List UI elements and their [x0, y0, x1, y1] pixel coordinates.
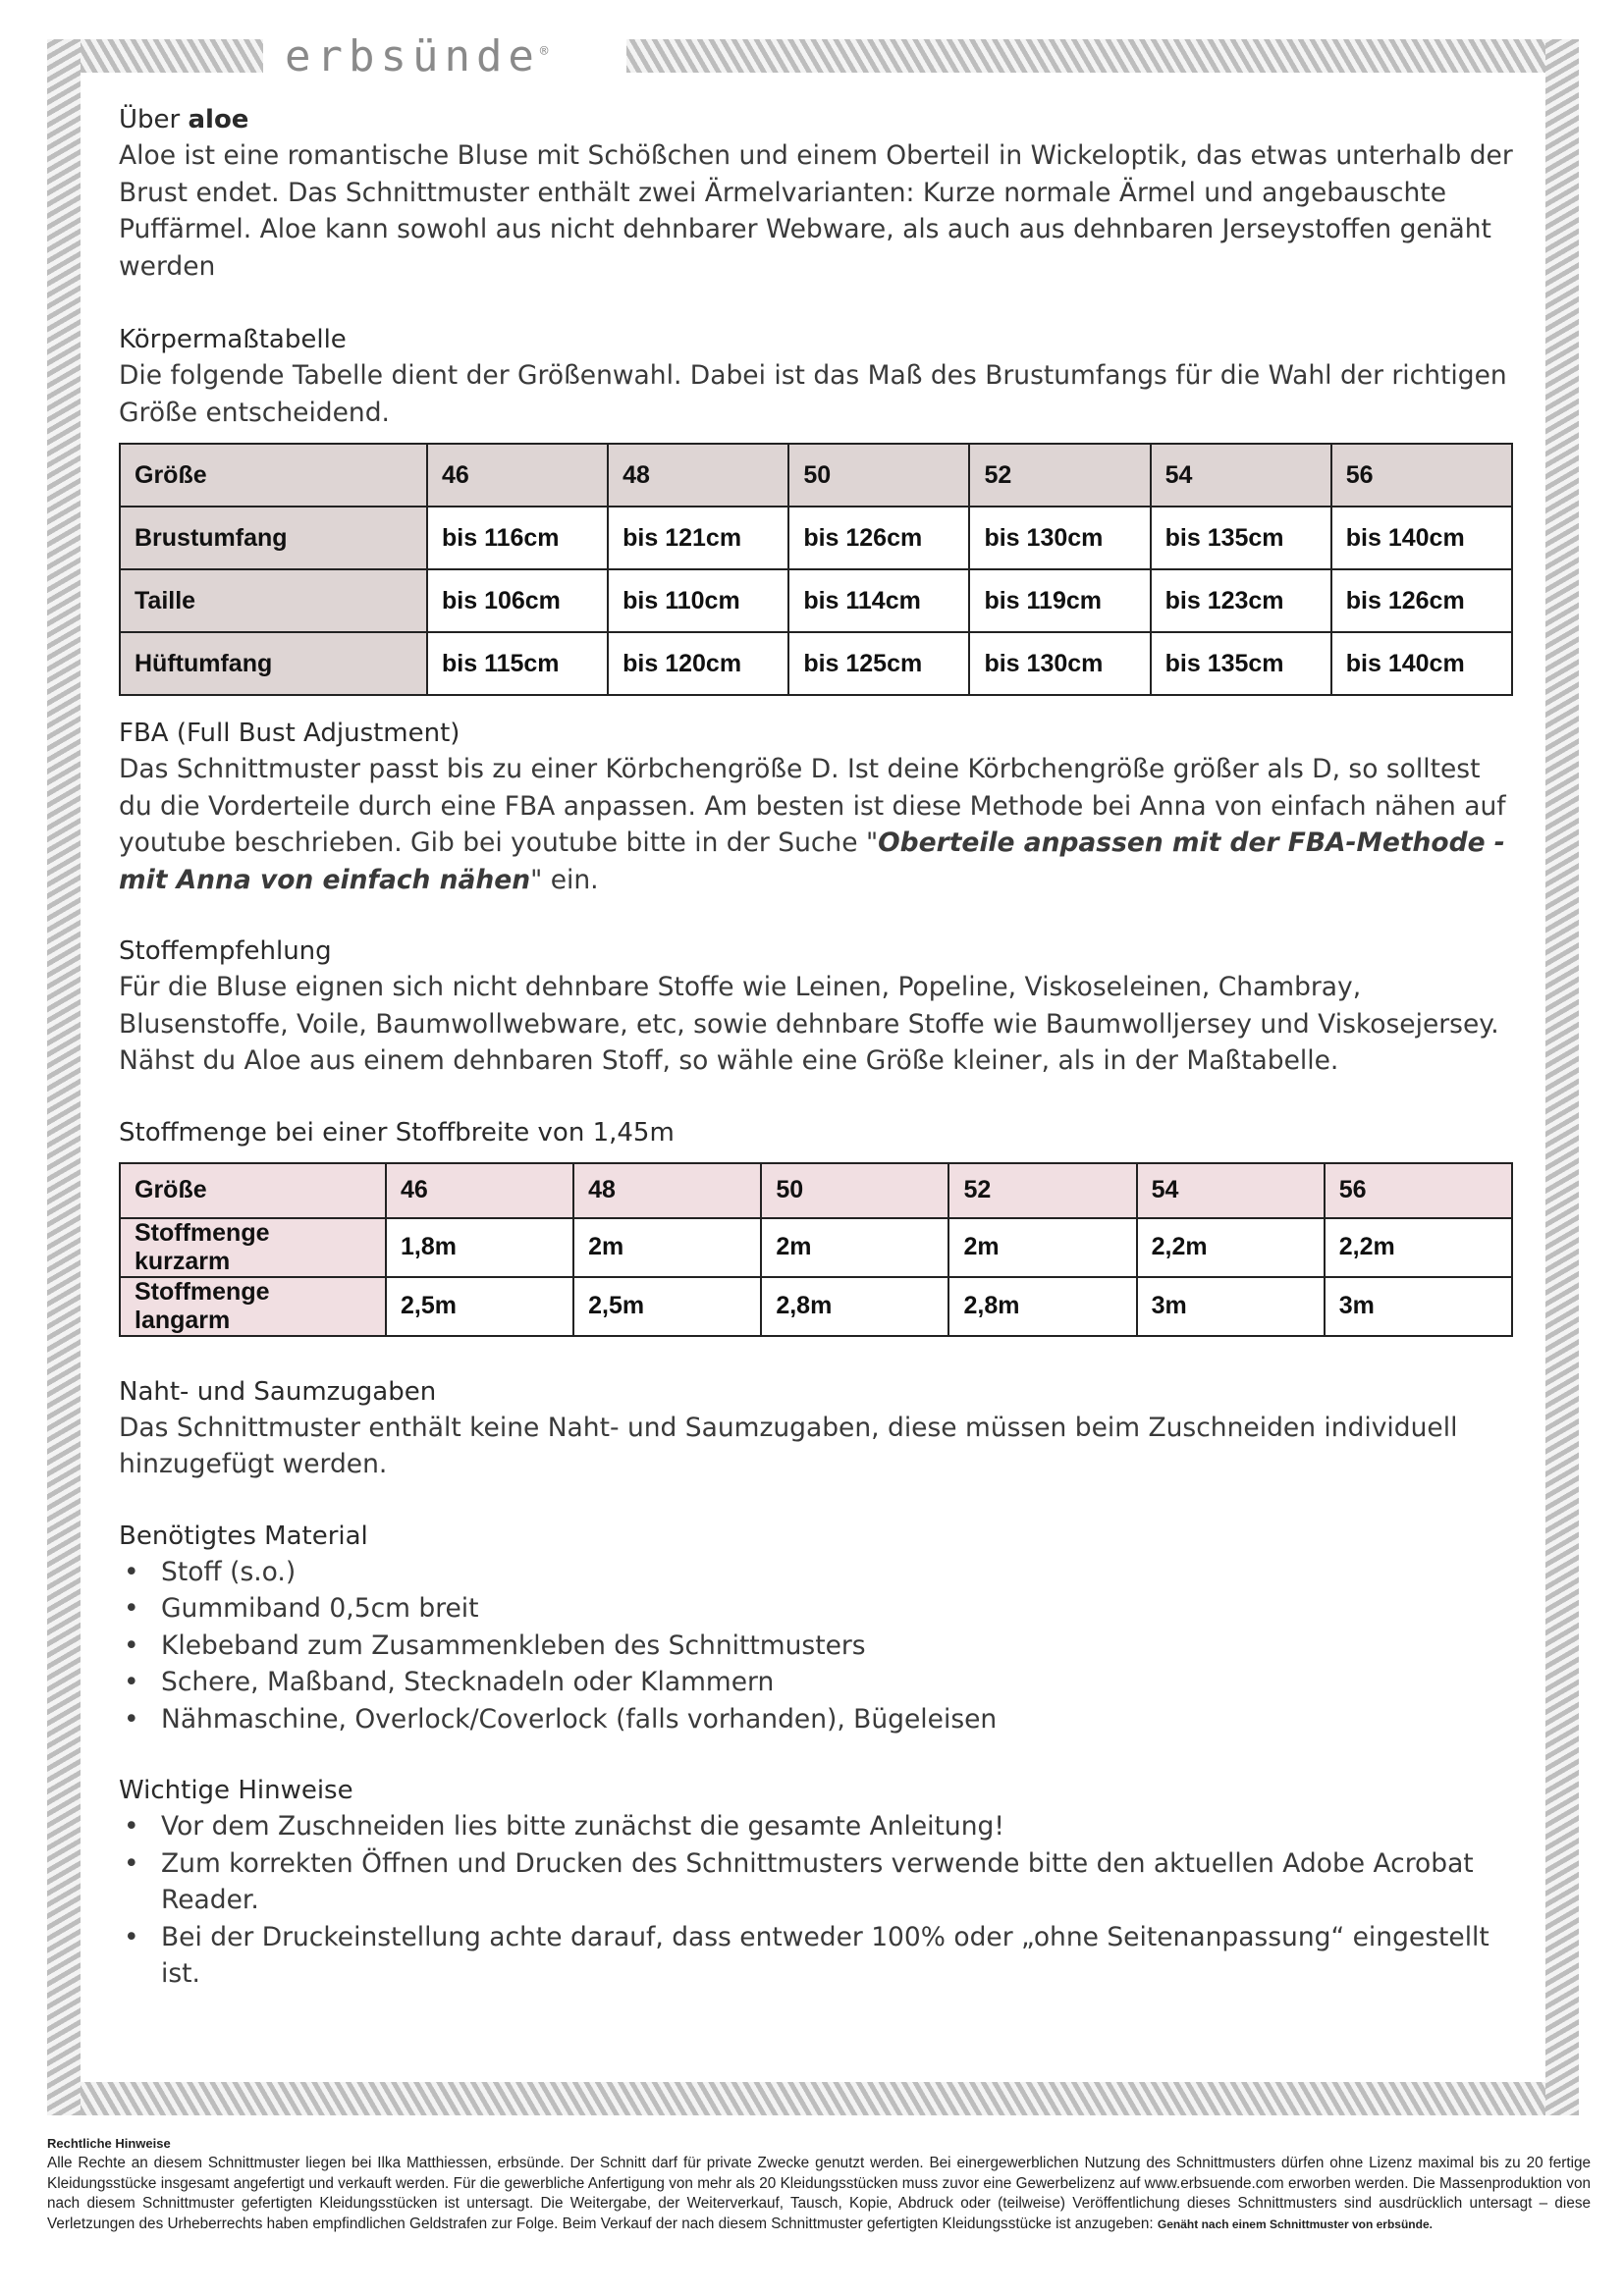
fabric-amount-title: Stoffmenge bei einer Stoffbreite von 1,45m	[119, 1117, 675, 1148]
intro-title-name: aloe	[188, 105, 249, 134]
table-cell: bis 110cm	[608, 569, 788, 632]
table-cell: 2,8m	[761, 1277, 948, 1336]
intro-title-prefix: Über	[119, 105, 189, 134]
table-cell: bis 106cm	[427, 569, 608, 632]
fabric-amount-section	[119, 1115, 1518, 1337]
table-cell: bis 120cm	[608, 632, 788, 695]
legal-attribution: Genäht nach einem Schnittmuster von erbsünde.	[1157, 2216, 1433, 2231]
bullet: •	[124, 1811, 139, 1842]
table-cell: bis 121cm	[608, 507, 788, 569]
fba-section	[119, 716, 1518, 898]
intro-title	[119, 102, 1518, 137]
table-cell: bis 130cm	[969, 507, 1150, 569]
table-cell: 3m	[1325, 1277, 1512, 1336]
table-cell: bis 140cm	[1331, 632, 1512, 695]
notes-section	[119, 1773, 1518, 1993]
notes-list	[119, 1808, 1518, 1993]
brand-logo	[285, 31, 548, 81]
table-header-cell: 54	[1137, 1163, 1325, 1218]
bullet: •	[124, 1593, 139, 1624]
page-content	[119, 102, 1518, 1993]
table-cell: bis 135cm	[1151, 632, 1331, 695]
row-label: Stoffmenge kurzarm	[120, 1218, 386, 1277]
table-cell: 3m	[1137, 1277, 1325, 1336]
table-header-cell: 52	[948, 1163, 1136, 1218]
materials-list	[119, 1554, 1518, 1738]
bullet: •	[124, 1921, 139, 1952]
list-item	[119, 1701, 1518, 1738]
fba-title: FBA (Full Bust Adjustment)	[119, 719, 460, 748]
table-cell: 1,8m	[386, 1218, 573, 1277]
table-header-cell: 50	[788, 444, 969, 507]
table-cell: bis 135cm	[1151, 507, 1331, 569]
bullet: •	[124, 1847, 139, 1879]
materials-title: Benötigtes Material	[119, 1521, 368, 1551]
table-header-cell: 54	[1151, 444, 1331, 507]
table-cell: bis 126cm	[788, 507, 969, 569]
fabric-text: Für die Bluse eignen sich nicht dehnbare Stoffe wie Leinen, Popeline, Viskoseleinen, Chambray, Blusenstoffe, Voile, Baumwollwebware, etc, sowie dehnbare Stoffe wie Baumwolljersey und Viskosejersey. Nähst du Aloe aus einem dehnbaren Stoff, so wähle eine Größe kleiner, als in der Maßtabelle.	[119, 972, 1499, 1076]
measurements-section	[119, 322, 1518, 696]
fabric-title: Stoffempfehlung	[119, 936, 332, 966]
table-cell: 2,8m	[948, 1277, 1136, 1336]
table-row	[120, 1218, 1512, 1277]
list-item	[119, 1664, 1518, 1701]
measurements-title: Körpermaßtabelle	[119, 325, 347, 354]
legal-text	[47, 2154, 1591, 2234]
materials-section	[119, 1519, 1518, 1738]
table-row	[120, 1277, 1512, 1336]
fba-text-before: Das Schnittmuster passt bis zu einer Körbchengröße D. Ist deine Körbchengröße größer als D, so solltest du die Vorderteile durch eine FBA anpassen. Am besten ist diese Methode bei Anna von einfach nähen auf youtube beschrieben. Gib bei youtube bitte in der Suche "	[119, 754, 1506, 858]
table-header-cell: 56	[1325, 1163, 1512, 1218]
table-row	[120, 632, 1512, 695]
list-item-text: Stoff (s.o.)	[161, 1556, 297, 1587]
table-header-cell: Größe	[120, 444, 427, 507]
legal-body: Alle Rechte an diesem Schnittmuster liegen bei Ilka Matthiessen, erbsünde. Der Schnitt darf für private Zwecke genutzt werden. Bei einergewerblichen Nutzung des Schnittmusters dürfen ohne Lizenz maximal bis zu 20 fertige Kleidungsstücke insgesamt angefertigt und verkauft werden. Für die gewerbliche Anfertigung von mehr als 20 Kleidungsstücken muss zuvor eine Gewerbelizenz auf www.erbsuende.com erworben werden. Die Massenproduktion von nach diesem Schnittmuster gefertigten Kleidungsstücken ist untersagt. Die Weitergabe, der Weiterverkauf, Tausch, Kopie, Abdruck oder (teilweise) Veröffentlichung dieses Schnittmusters sind ausdrücklich untersagt – diese Verletzungen des Urheberrechts haben empfindlichen Geldstrafen zur Folge. Beim Verkauf der nach diesem Schnittmuster gefertigten Kleidungsstücke ist anzugeben:	[47, 2155, 1591, 2232]
registered-mark: ®	[539, 43, 549, 60]
list-item-text: Schere, Maßband, Stecknadeln oder Klammern	[161, 1667, 775, 1697]
table-cell: bis 115cm	[427, 632, 608, 695]
table-cell: bis 114cm	[788, 569, 969, 632]
table-cell: bis 119cm	[969, 569, 1150, 632]
intro-text: Aloe ist eine romantische Bluse mit Schößchen und einem Oberteil in Wickeloptik, das etwas unterhalb der Brust endet. Das Schnittmuster enthält zwei Ärmelvarianten: Kurze normale Ärmel und angebauschte Puffärmel. Aloe kann sowohl aus nicht dehnbarer Webware, als auch aus dehnbaren Jerseystoffen genäht werden	[119, 140, 1513, 282]
bullet: •	[124, 1629, 139, 1661]
table-cell: 2,2m	[1137, 1218, 1325, 1277]
table-header-cell: 48	[573, 1163, 761, 1218]
list-item	[119, 1919, 1518, 1993]
fba-text-after: " ein.	[530, 864, 599, 895]
border-left	[47, 39, 81, 2115]
table-row	[120, 569, 1512, 632]
table-cell: 2m	[573, 1218, 761, 1277]
list-item	[119, 1808, 1518, 1845]
row-label: Brustumfang	[120, 507, 427, 569]
table-header-cell: 50	[761, 1163, 948, 1218]
list-item	[119, 1845, 1518, 1919]
size-table	[119, 443, 1513, 696]
legal-notice	[47, 2134, 1591, 2234]
list-item	[119, 1554, 1518, 1591]
bullet: •	[124, 1703, 139, 1735]
table-header-cell: Größe	[120, 1163, 386, 1218]
intro-section	[119, 102, 1518, 285]
list-item-text: Gummiband 0,5cm breit	[161, 1593, 479, 1624]
border-bottom	[47, 2082, 1579, 2115]
fabric-amount-table	[119, 1162, 1513, 1337]
table-row	[120, 507, 1512, 569]
table-cell: bis 116cm	[427, 507, 608, 569]
table-header-cell: 48	[608, 444, 788, 507]
row-label: Stoffmenge langarm	[120, 1277, 386, 1336]
table-header-cell: 46	[386, 1163, 573, 1218]
table-cell: bis 130cm	[969, 632, 1150, 695]
list-item	[119, 1628, 1518, 1665]
measurements-text: Die folgende Tabelle dient der Größenwahl. Dabei ist das Maß des Brustumfangs für die Wahl der richtigen Größe entscheidend.	[119, 360, 1507, 428]
table-cell: 2m	[761, 1218, 948, 1277]
list-item-text: Klebeband zum Zusammenkleben des Schnittmusters	[161, 1629, 866, 1661]
seam-section	[119, 1374, 1518, 1483]
size-table-header	[120, 444, 1512, 507]
fba-text	[119, 751, 1518, 898]
table-header-cell: 46	[427, 444, 608, 507]
seam-title: Naht- und Saumzugaben	[119, 1376, 437, 1407]
bullet: •	[124, 1667, 139, 1697]
border-right	[1545, 39, 1579, 2115]
table-cell: 2,2m	[1325, 1218, 1512, 1277]
logo-text: erbsünde	[285, 31, 540, 81]
list-item-text: Bei der Druckeinstellung achte darauf, dass entweder 100% oder „ohne Seitenanpassung“ eingestellt ist.	[161, 1921, 1489, 1989]
legal-title: Rechtliche Hinweise	[47, 2136, 171, 2151]
fba-search-term: Oberteile anpassen mit der FBA-Methode - mit Anna von einfach nähen	[119, 828, 1505, 895]
list-item-text: Zum korrekten Öffnen und Drucken des Schnittmusters verwende bitte den aktuellen Adobe Acrobat Reader.	[161, 1847, 1474, 1915]
table-cell: bis 123cm	[1151, 569, 1331, 632]
list-item-text: Nähmaschine, Overlock/Coverlock (falls vorhanden), Bügeleisen	[161, 1703, 998, 1735]
fabric-table-header	[120, 1163, 1512, 1218]
notes-title: Wichtige Hinweise	[119, 1776, 353, 1805]
table-cell: 2,5m	[573, 1277, 761, 1336]
table-cell: 2,5m	[386, 1277, 573, 1336]
bullet: •	[124, 1556, 139, 1587]
row-label: Taille	[120, 569, 427, 632]
list-item	[119, 1590, 1518, 1628]
list-item-text: Vor dem Zuschneiden lies bitte zunächst die gesamte Anleitung!	[161, 1811, 1004, 1842]
row-label: Hüftumfang	[120, 632, 427, 695]
table-header-cell: 56	[1331, 444, 1512, 507]
table-header-cell: 52	[969, 444, 1150, 507]
table-cell: bis 126cm	[1331, 569, 1512, 632]
table-cell: bis 140cm	[1331, 507, 1512, 569]
table-cell: 2m	[948, 1218, 1136, 1277]
seam-text: Das Schnittmuster enthält keine Naht- und Saumzugaben, diese müssen beim Zuschneiden individuell hinzugefügt werden.	[119, 1412, 1458, 1479]
table-cell: bis 125cm	[788, 632, 969, 695]
fabric-section	[119, 934, 1518, 1080]
